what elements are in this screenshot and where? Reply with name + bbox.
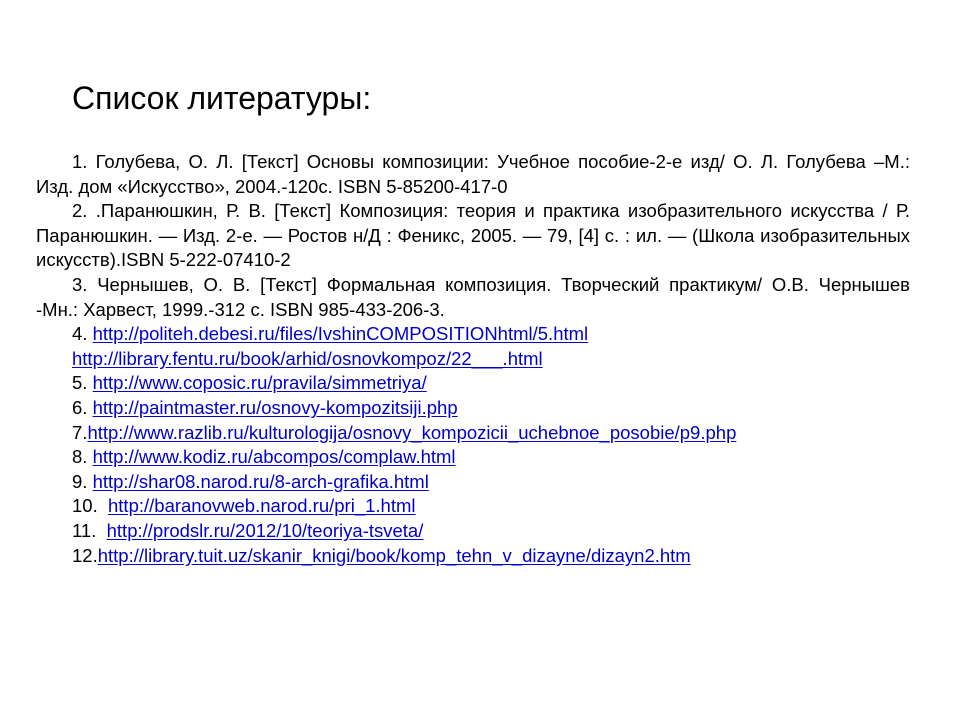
reference-link[interactable]: http://library.fentu.ru/book/arhid/osnovkompoz/22___.html (72, 347, 543, 369)
reference-item-1 (36, 150, 910, 199)
reference-number: 3. (72, 273, 88, 295)
reference-link[interactable]: http://www.kodiz.ru/abcompos/complaw.html (92, 446, 456, 468)
reference-number: 8. (72, 446, 93, 468)
reference-link[interactable]: http://shar08.narod.ru/8-arch-grafika.html (92, 470, 429, 492)
reference-number: 6. (72, 396, 93, 418)
reference-link-item-12 (36, 544, 910, 569)
reference-number: 11. (72, 519, 107, 541)
reference-link[interactable]: http://www.razlib.ru/kulturologija/osnovy_kompozicii_uchebnoe_posobie/p9.php (87, 421, 737, 443)
reference-number: 9. (72, 470, 93, 492)
reference-number: 12. (72, 544, 98, 566)
reference-text: .Паранюшкин, Р. В. [Текст] Композиция: теория и практика изобразительного искусства / Р. Паранюшкин. — Изд. 2-е. — Ростов н/Д : Феникс, 2005. — 79, [4] с. : ил. — (Школа изобразительных искусств).ISBN 5-222-07410-2 (36, 200, 910, 271)
reference-list (36, 150, 910, 568)
reference-link-item-4b (36, 347, 910, 372)
reference-link[interactable]: http://library.tuit.uz/skanir_knigi/book/komp_tehn_v_dizayne/dizayn2.htm (97, 544, 691, 566)
reference-link-item-10 (36, 494, 910, 519)
reference-link[interactable]: http://prodslr.ru/2012/10/teoriya-tsveta/ (106, 519, 424, 541)
reference-link-item-8 (36, 445, 910, 470)
reference-link[interactable]: http://www.coposic.ru/pravila/simmetriya/ (92, 372, 427, 394)
reference-text: Чернышев, О. В. [Текст] Формальная композиция. Творческий практикум/ О.В. Чернышев -Мн.: Харвест, 1999.-312 с. ISBN 985-433-206-3. (36, 273, 911, 320)
reference-number: 2. (72, 200, 88, 222)
reference-link-item-11 (36, 519, 910, 544)
reference-link-item-7 (36, 421, 910, 446)
reference-number: 1. (72, 151, 88, 172)
reference-item-3 (36, 273, 910, 322)
reference-number: 7. (72, 421, 88, 443)
reference-link[interactable]: http://politeh.debesi.ru/files/IvshinCOMPOSITIONhtml/5.html (92, 323, 589, 345)
reference-text: Голубева, О. Л. [Текст] Основы композиции: Учебное пособие-2-е изд/ О. Л. Голубева –М.: Изд. дом «Искусство», 2004.-120с. ISBN 5-85200-417-0 (36, 151, 911, 197)
reference-link-item-9 (36, 470, 910, 495)
reference-number: 5. (72, 372, 93, 394)
reference-link-item-4 (36, 322, 910, 347)
reference-link[interactable]: http://baranovweb.narod.ru/pri_1.html (108, 495, 416, 517)
reference-link[interactable]: http://paintmaster.ru/osnovy-kompozitsiji.php (92, 396, 458, 418)
reference-item-2 (36, 199, 910, 273)
reference-link-item-6 (36, 396, 910, 421)
reference-link-item-5 (36, 371, 910, 396)
reference-number: 4. (72, 323, 93, 345)
page-title: Список литературы: (72, 80, 372, 116)
reference-number: 10. (72, 495, 108, 517)
